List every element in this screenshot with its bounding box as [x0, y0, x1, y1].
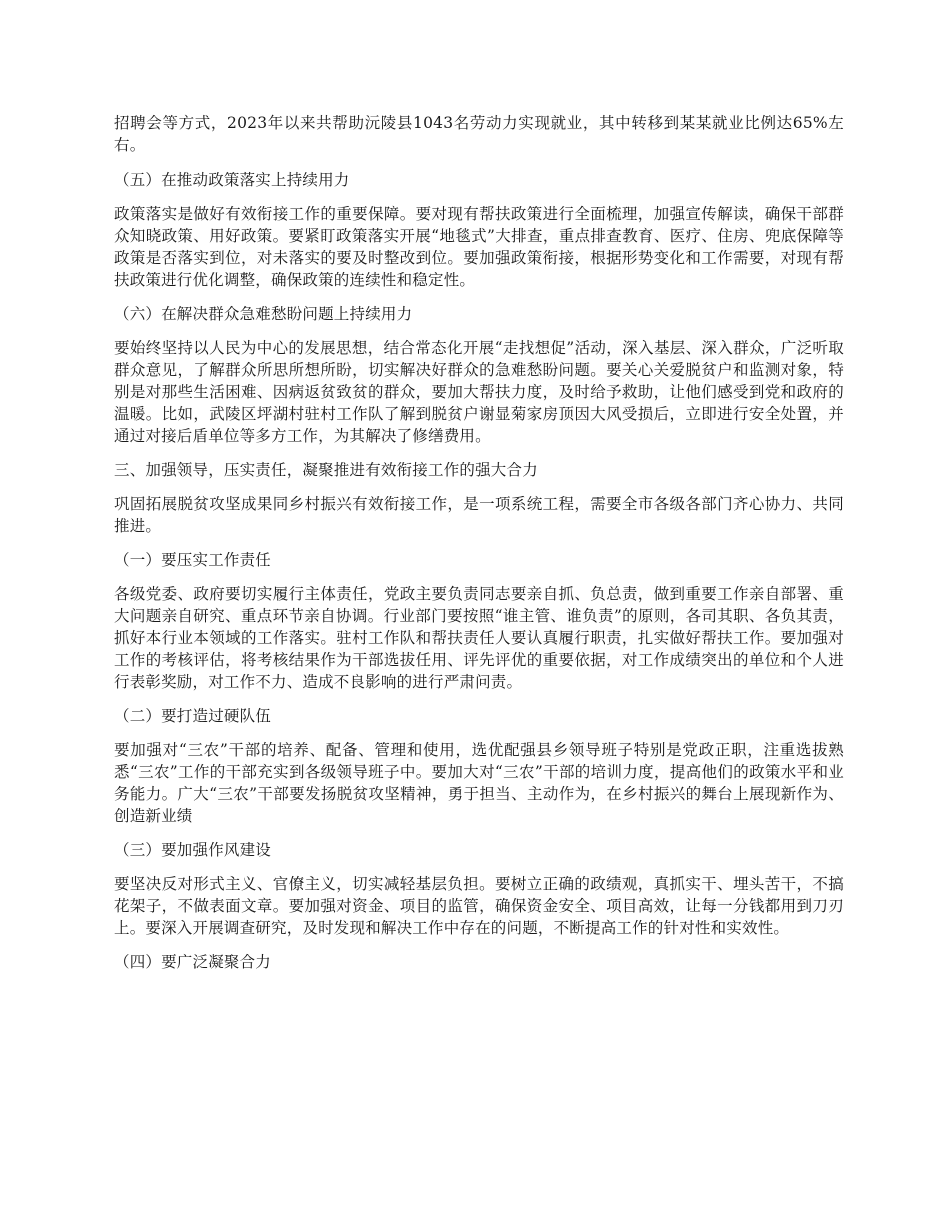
paragraph-employment: 招聘会等方式，2023年以来共帮助沅陵县1043名劳动力实现就业，其中转移到某某就业比例达65%左右。: [114, 114, 844, 154]
paragraph-urgent-problems: 要始终坚持以人民为中心的发展思想，结合常态化开展“走找想促”活动，深入基层、深入群众，广泛听取群众意见，了解群众所思所想所盼，切实解决好群众的急难愁盼问题。要关心关爱脱贫户和监测对象，特别是对那些生活困难、因病返贫致贫的群众，要加大帮扶力度，及时给予救助，让他们感受到党和政府的温暖。比如，武陵区坪湖村驻村工作队了解到脱贫户谢显菊家房顶因大风受损后，立即进行安全处置，并通过对接后盾单位等多方工作，为其解决了修缮费用。: [114, 339, 844, 445]
heading-urgent-problems: （六）在解决群众急难愁盼问题上持续用力: [114, 305, 413, 323]
document-page: [114, 112, 844, 985]
paragraph-build-team: 要加强对“三农”干部的培养、配备、管理和使用，选优配强县乡领导班子特别是党政正职，注重选拔熟悉“三农”工作的干部充实到各级领导班子中。要加大对“三农”干部的培训力度，提高他们的政策水平和业务能力。广大“三农”干部要发扬脱贫攻坚精神，勇于担当、主动作为，在乡村振兴的舞台上展现新作为、创造新业绩: [114, 741, 844, 825]
heading-section-three: 三、加强领导，压实责任，凝聚推进有效衔接工作的强大合力: [114, 461, 538, 479]
paragraph-policy-implementation: 政策落实是做好有效衔接工作的重要保障。要对现有帮扶政策进行全面梳理，加强宣传解读，确保干部群众知晓政策、用好政策。要紧盯政策落实开展“地毯式”大排查，重点排查教育、医疗、住房、兜底保障等政策是否落实到位，对未落实的要及时整改到位。要加强政策衔接，根据形势变化和工作需要，对现有帮扶政策进行优化调整，确保政策的连续性和稳定性。: [114, 205, 844, 289]
paragraph-section-three-intro: 巩固拓展脱贫攻坚成果同乡村振兴有效衔接工作，是一项系统工程，需要全市各级各部门齐心协力、共同推进。: [114, 495, 844, 535]
paragraph-work-responsibility: 各级党委、政府要切实履行主体责任，党政主要负责同志要亲自抓、负总责，做到重要工作亲自部署、重大问题亲自研究、重点环节亲自协调。行业部门要按照“谁主管、谁负责”的原则，各司其职、各负其责，抓好本行业本领域的工作落实。驻村工作队和帮扶责任人要认真履行职责，扎实做好帮扶工作。要加强对工作的考核评估，将考核结果作为干部选拔任用、评先评优的重要依据，对工作成绩突出的单位和个人进行表彰奖励，对工作不力、造成不良影响的进行严肃问责。: [114, 585, 844, 691]
heading-work-responsibility: （一）要压实工作责任: [114, 551, 272, 569]
heading-joint-effort: （四）要广泛凝聚合力: [114, 953, 272, 971]
heading-policy-implementation: （五）在推动政策落实上持续用力: [114, 171, 350, 189]
paragraph-work-style: 要坚决反对形式主义、官僚主义，切实减轻基层负担。要树立正确的政绩观，真抓实干、埋头苦干，不搞花架子，不做表面文章。要加强对资金、项目的监管，确保资金安全、项目高效，让每一分钱都用到刀刃上。要深入开展调查研究，及时发现和解决工作中存在的问题，不断提高工作的针对性和实效性。: [114, 875, 844, 937]
heading-work-style: （三）要加强作风建设: [114, 841, 272, 859]
heading-build-team: （二）要打造过硬队伍: [114, 707, 272, 725]
